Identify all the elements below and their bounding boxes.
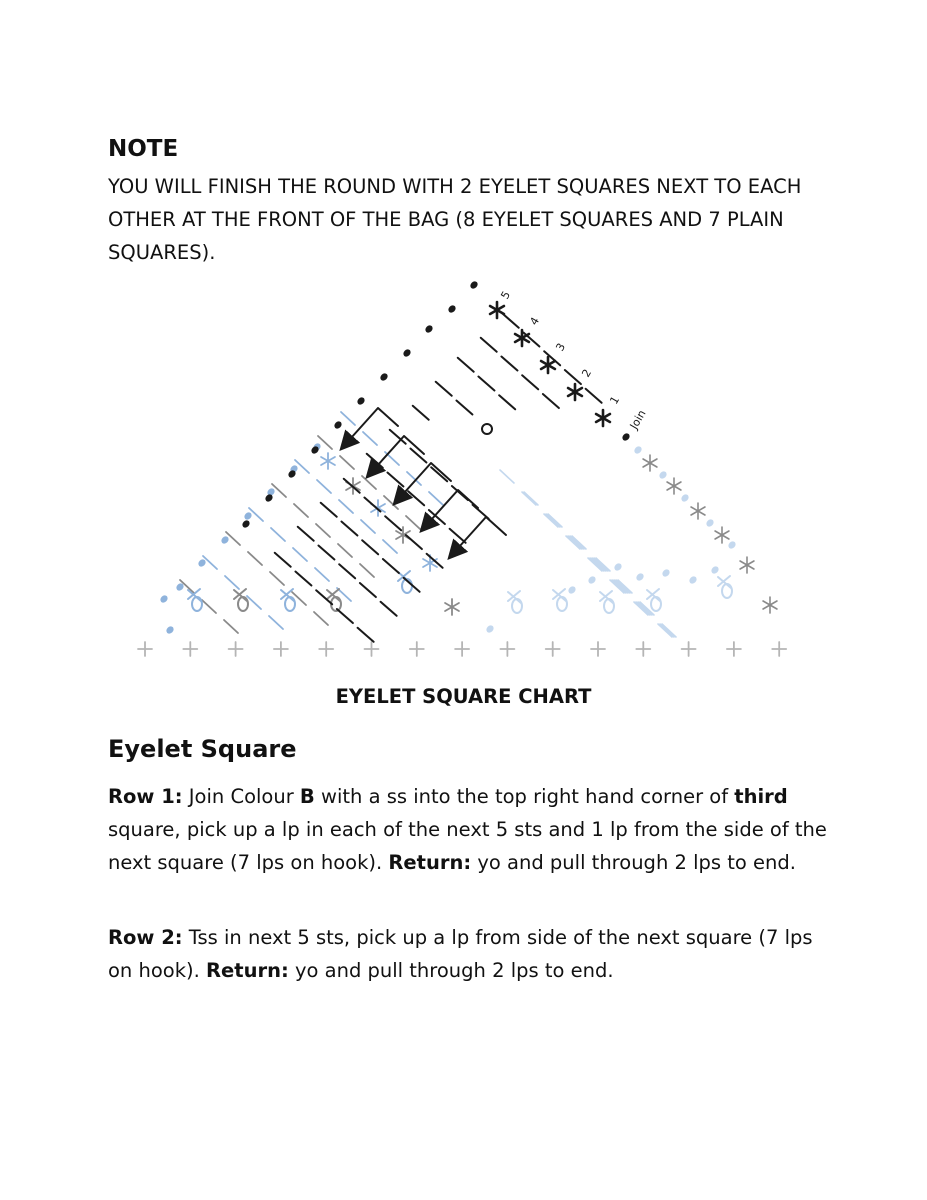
stitch-star [740, 557, 754, 573]
stitch-dash [224, 620, 238, 633]
eyelet-stroke [188, 590, 201, 601]
stitch-dash [500, 470, 514, 483]
stitch-dash [225, 576, 239, 589]
row2-bold-return: Return: [206, 959, 289, 982]
base-plus [274, 642, 288, 656]
eyelet-loop [192, 597, 202, 611]
stitch-dash [410, 449, 426, 463]
stitch-star [667, 478, 681, 494]
eyelet-stitch [718, 576, 732, 598]
stitch-dash [543, 394, 559, 408]
row-label: 3 [553, 340, 569, 354]
stitch-dash [406, 535, 422, 549]
eyelet-stroke [508, 592, 521, 603]
row-label: 4 [527, 314, 543, 328]
arrow-stroke [486, 517, 506, 535]
stitch-star [568, 384, 582, 400]
stitch-dot [658, 470, 668, 480]
base-plus [138, 642, 152, 656]
return-arrow [342, 408, 398, 448]
base-plus [591, 642, 605, 656]
row1-text-2: with a ss into the top right hand corner of [314, 785, 735, 808]
eyelet-stroke [234, 590, 247, 601]
eyelet-loop [512, 599, 522, 613]
row1-bold-return: Return: [388, 851, 472, 874]
eyelet-loop [557, 597, 567, 611]
stitch-dash [456, 401, 472, 415]
stitch-dot [220, 535, 230, 545]
stitch-dash [565, 370, 581, 384]
eyelet-square-chart [120, 280, 810, 665]
eyelet-stitch [327, 589, 341, 611]
eyelet-stroke [600, 592, 613, 603]
stitch-dash [314, 612, 328, 625]
row1-bold-colour: B [299, 785, 315, 808]
stitch-dash [202, 600, 216, 613]
stitch-dash [450, 529, 466, 543]
stitch-dash [271, 528, 285, 541]
stitch-dot [379, 372, 389, 382]
stitch-dash [387, 473, 403, 487]
stitch-dash [298, 527, 314, 541]
eyelet-stitch [508, 591, 522, 613]
eyelet-stroke [553, 590, 566, 601]
stitch-dash [406, 516, 420, 529]
stitch-dash [478, 377, 494, 391]
stitch-dot [680, 493, 690, 503]
stitch-dot [241, 519, 251, 529]
stitch-dash [381, 602, 397, 616]
stitch-dot [587, 575, 597, 585]
stitch-dash [248, 552, 262, 565]
stitch-dash [586, 389, 602, 403]
arrow-stroke [378, 408, 398, 426]
stitch-dash [524, 492, 538, 505]
arrow-shaft [450, 517, 486, 557]
base-plus [727, 642, 741, 656]
stitch-dot [613, 562, 623, 572]
eyelet-stitch [188, 589, 202, 611]
base-plus [410, 642, 424, 656]
stitch-dash [436, 382, 452, 396]
stitch-dot [688, 575, 698, 585]
stitch-dot [424, 324, 434, 334]
eyelet-stroke [647, 590, 660, 601]
stitch-dot [635, 572, 645, 582]
return-arrow [422, 490, 478, 530]
arrow-shaft [422, 490, 458, 530]
stitch-dash [499, 395, 515, 409]
row1-bold-third: third [734, 785, 788, 808]
row2-paragraph [108, 921, 838, 987]
return-arrow [395, 463, 451, 503]
section-heading: Eyelet Square [108, 735, 297, 763]
stitch-dash [339, 500, 353, 513]
stitch-star [321, 453, 335, 469]
row2-text-1: Tss in next 5 sts, pick up a lp from side of the next square (7 lps on hook). [108, 926, 813, 982]
stitch-dash [321, 503, 337, 517]
note-body: YOU WILL FINISH THE ROUND WITH 2 EYELET SQUARES NEXT TO EACH OTHER AT THE FRONT OF THE BAG (8 EYELET SQUARES AND 7 PLAIN SQUARES). [108, 175, 802, 264]
stitch-dot [402, 348, 412, 358]
row-label: 1 [607, 393, 623, 407]
stitch-dot [333, 420, 343, 430]
stitch-dash [385, 516, 401, 530]
base-plus [772, 642, 786, 656]
stitch-dot [705, 518, 715, 528]
stitch-dash [269, 616, 283, 629]
stitch-dot [710, 565, 720, 575]
base-plus [183, 642, 197, 656]
stitch-dash [408, 491, 424, 505]
eyelet-stitch [647, 589, 661, 611]
stitch-dash [341, 412, 355, 425]
stitch-dot [485, 624, 495, 634]
stitch-dash [361, 520, 375, 533]
stitch-dash [318, 546, 334, 560]
stitch-dash [338, 544, 352, 557]
stitch-dot [567, 585, 577, 595]
eyelet-loop [651, 597, 661, 611]
row1-paragraph [108, 780, 838, 879]
stitch-dash [293, 548, 307, 561]
stitch-star [396, 527, 410, 543]
arrow-stroke [431, 463, 451, 481]
stitch-dash [363, 432, 377, 445]
stitch-dash [546, 514, 560, 527]
base-plus [636, 642, 650, 656]
row-label: 2 [579, 366, 595, 380]
stitch-dash [315, 568, 329, 581]
stitch-dot [661, 568, 671, 578]
base-plus [365, 642, 379, 656]
row-label: Join [627, 407, 649, 432]
stitch-dash [340, 456, 354, 469]
base-plus [455, 642, 469, 656]
eyelet-stroke [327, 590, 340, 601]
chart-title: EYELET SQUARE CHART [335, 685, 592, 708]
stitch-dash [294, 504, 308, 517]
stitch-star [445, 599, 459, 615]
stitch-star [490, 302, 504, 318]
eyelet-loop [604, 599, 614, 613]
row-label: 5 [498, 288, 514, 302]
stitch-dash [270, 572, 284, 585]
stitch-dash [522, 492, 536, 505]
stitch-star [763, 597, 777, 613]
stitch-dash [503, 314, 519, 328]
eyelet-marker [482, 424, 492, 434]
stitch-star [371, 500, 385, 516]
base-plus [319, 642, 333, 656]
stitch-dash [481, 338, 497, 352]
row1-text-4: yo and pull through 2 lps to end. [471, 851, 796, 874]
stitch-dot [243, 511, 253, 521]
stitch-dot [633, 445, 643, 455]
arrow-stroke [458, 490, 478, 508]
stitch-dash [317, 480, 331, 493]
stitch-star [515, 330, 529, 346]
stitch-dash [522, 375, 538, 389]
stitch-dash [413, 406, 429, 420]
stitch-star [643, 455, 657, 471]
stitch-star [596, 410, 610, 426]
eyelet-stitch [600, 591, 614, 613]
join-dot [621, 432, 631, 442]
base-plus [229, 642, 243, 656]
stitch-dash [362, 540, 378, 554]
stitch-dash [247, 596, 261, 609]
base-plus [500, 642, 514, 656]
chart-svg [120, 280, 810, 665]
stitch-dash [383, 540, 397, 553]
stitch-dash [501, 357, 517, 371]
stitch-dash [360, 564, 374, 577]
stitch-dot [727, 540, 737, 550]
stitch-dash [316, 524, 330, 537]
stitch-dash [339, 564, 355, 578]
stitch-dash [367, 454, 383, 468]
stitch-dash [362, 476, 376, 489]
eyelet-stroke [718, 577, 731, 588]
return-arrow [368, 436, 424, 476]
stitch-dash [275, 553, 291, 567]
row1-text-3: square, pick up a lp in each of the next 5 sts and 1 lp from the side of the next square (7 lps on hook). [108, 818, 827, 874]
eyelet-stitch [234, 589, 248, 611]
base-plus [546, 642, 560, 656]
stitch-dash [358, 628, 374, 642]
stitch-dash [383, 559, 399, 573]
stitch-dot [159, 594, 169, 604]
stitch-dash [295, 572, 311, 586]
stitch-dot [356, 396, 366, 406]
stitch-dot [469, 280, 479, 290]
stitch-dash [337, 609, 353, 623]
row1-label: Row 1: [108, 785, 183, 808]
row2-label: Row 2: [108, 926, 183, 949]
note-heading: NOTE [108, 136, 179, 162]
eyelet-loop [238, 597, 248, 611]
stitch-dot [447, 304, 457, 314]
stitch-dash [660, 624, 674, 637]
stitch-dot [165, 625, 175, 635]
stitch-star [691, 503, 705, 519]
row1-text-1: Join Colour [182, 785, 300, 808]
eyelet-stitch [553, 589, 567, 611]
row2-text-2: yo and pull through 2 lps to end. [288, 959, 614, 982]
stitch-dash [360, 583, 376, 597]
base-plus [682, 642, 696, 656]
stitch-star [715, 527, 729, 543]
stitch-dash [429, 492, 443, 505]
eyelet-loop [285, 597, 295, 611]
stitch-dash [341, 522, 357, 536]
stitch-dash [458, 358, 474, 372]
eyelet-loop [722, 584, 732, 598]
